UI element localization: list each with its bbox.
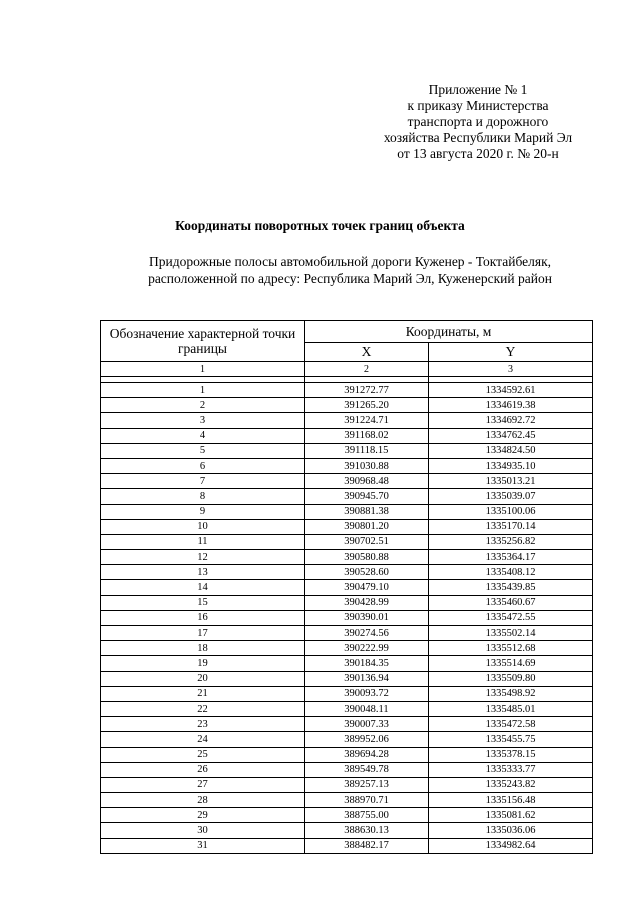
table-row xyxy=(101,808,593,823)
table-row xyxy=(101,838,593,853)
table-row xyxy=(101,793,593,808)
y-coordinate: 1335408.12 xyxy=(429,565,593,580)
x-coordinate: 388482.17 xyxy=(305,838,429,853)
header-y: Y xyxy=(429,343,593,362)
table-row xyxy=(101,686,593,701)
point-number: 27 xyxy=(101,777,305,792)
x-coordinate: 391265.20 xyxy=(305,398,429,413)
y-coordinate: 1335156.48 xyxy=(429,793,593,808)
point-number: 25 xyxy=(101,747,305,762)
y-coordinate: 1335514.69 xyxy=(429,656,593,671)
document-subtitle xyxy=(0,253,640,287)
point-number: 8 xyxy=(101,489,305,504)
table-row xyxy=(101,701,593,716)
y-coordinate: 1335512.68 xyxy=(429,641,593,656)
table-row xyxy=(101,671,593,686)
x-coordinate: 390136.94 xyxy=(305,671,429,686)
table-row xyxy=(101,428,593,443)
col-number: 1 xyxy=(101,362,305,377)
x-coordinate: 391030.88 xyxy=(305,458,429,473)
point-number: 29 xyxy=(101,808,305,823)
point-number: 26 xyxy=(101,762,305,777)
point-number: 30 xyxy=(101,823,305,838)
point-number: 3 xyxy=(101,413,305,428)
table-row xyxy=(101,489,593,504)
y-coordinate: 1335364.17 xyxy=(429,550,593,565)
point-number: 31 xyxy=(101,838,305,853)
y-coordinate: 1335256.82 xyxy=(429,534,593,549)
appendix-line: от 13 августа 2020 г. № 20-н xyxy=(397,146,559,161)
y-coordinate: 1334935.10 xyxy=(429,458,593,473)
x-coordinate: 388755.00 xyxy=(305,808,429,823)
x-coordinate: 390479.10 xyxy=(305,580,429,595)
x-coordinate: 391272.77 xyxy=(305,383,429,398)
table-row xyxy=(101,413,593,428)
point-number: 11 xyxy=(101,534,305,549)
x-coordinate: 388630.13 xyxy=(305,823,429,838)
point-number: 21 xyxy=(101,686,305,701)
x-coordinate: 389694.28 xyxy=(305,747,429,762)
point-number: 10 xyxy=(101,519,305,534)
table-row xyxy=(101,610,593,625)
x-coordinate: 390093.72 xyxy=(305,686,429,701)
x-coordinate: 390801.20 xyxy=(305,519,429,534)
point-number: 20 xyxy=(101,671,305,686)
table-row xyxy=(101,458,593,473)
y-coordinate: 1335100.06 xyxy=(429,504,593,519)
appendix-line: Приложение № 1 xyxy=(428,82,528,97)
y-coordinate: 1335472.55 xyxy=(429,610,593,625)
table-row xyxy=(101,504,593,519)
table-row xyxy=(101,656,593,671)
point-number: 1 xyxy=(101,383,305,398)
column-number-row xyxy=(101,362,593,377)
y-coordinate: 1335455.75 xyxy=(429,732,593,747)
point-number: 19 xyxy=(101,656,305,671)
table-row xyxy=(101,626,593,641)
point-number: 16 xyxy=(101,610,305,625)
x-coordinate: 390390.01 xyxy=(305,610,429,625)
y-coordinate: 1334592.61 xyxy=(429,383,593,398)
x-coordinate: 391168.02 xyxy=(305,428,429,443)
appendix-line: транспорта и дорожного xyxy=(407,114,549,129)
x-coordinate: 390428.99 xyxy=(305,595,429,610)
x-coordinate: 390945.70 xyxy=(305,489,429,504)
point-number: 12 xyxy=(101,550,305,565)
header-point: Обозначение характерной точки границы xyxy=(101,321,305,362)
table-header-row xyxy=(101,321,593,343)
x-coordinate: 391224.71 xyxy=(305,413,429,428)
y-coordinate: 1335036.06 xyxy=(429,823,593,838)
point-number: 5 xyxy=(101,443,305,458)
point-number: 23 xyxy=(101,717,305,732)
y-coordinate: 1335170.14 xyxy=(429,519,593,534)
y-coordinate: 1335039.07 xyxy=(429,489,593,504)
x-coordinate: 390702.51 xyxy=(305,534,429,549)
point-number: 17 xyxy=(101,626,305,641)
point-number: 28 xyxy=(101,793,305,808)
header-x: X xyxy=(305,343,429,362)
point-number: 7 xyxy=(101,474,305,489)
header-coords: Координаты, м xyxy=(305,321,593,343)
y-coordinate: 1335498.92 xyxy=(429,686,593,701)
coordinates-table xyxy=(100,320,593,854)
y-coordinate: 1335378.15 xyxy=(429,747,593,762)
y-coordinate: 1335460.67 xyxy=(429,595,593,610)
point-number: 22 xyxy=(101,701,305,716)
y-coordinate: 1335509.80 xyxy=(429,671,593,686)
y-coordinate: 1335333.77 xyxy=(429,762,593,777)
table-row xyxy=(101,398,593,413)
y-coordinate: 1335439.85 xyxy=(429,580,593,595)
subtitle-line-2: расположенной по адресу: Республика Марий Эл, Куженерский район xyxy=(148,271,552,286)
table-row xyxy=(101,717,593,732)
point-number: 15 xyxy=(101,595,305,610)
table-row xyxy=(101,519,593,534)
y-coordinate: 1334824.50 xyxy=(429,443,593,458)
table-row xyxy=(101,762,593,777)
point-number: 6 xyxy=(101,458,305,473)
point-number: 13 xyxy=(101,565,305,580)
point-number: 2 xyxy=(101,398,305,413)
table-row xyxy=(101,777,593,792)
appendix-line: к приказу Министерства xyxy=(407,98,549,113)
col-number: 2 xyxy=(305,362,429,377)
point-number: 4 xyxy=(101,428,305,443)
x-coordinate: 390274.56 xyxy=(305,626,429,641)
table-row xyxy=(101,443,593,458)
table-row xyxy=(101,580,593,595)
y-coordinate: 1334762.45 xyxy=(429,428,593,443)
subtitle-line-1: Придорожные полосы автомобильной дороги Куженер - Токтайбеляк, xyxy=(148,254,552,269)
table-row xyxy=(101,823,593,838)
appendix-header xyxy=(330,82,626,162)
x-coordinate: 389549.78 xyxy=(305,762,429,777)
y-coordinate: 1335013.21 xyxy=(429,474,593,489)
x-coordinate: 390881.38 xyxy=(305,504,429,519)
x-coordinate: 389257.13 xyxy=(305,777,429,792)
y-coordinate: 1334692.72 xyxy=(429,413,593,428)
x-coordinate: 390528.60 xyxy=(305,565,429,580)
table-row xyxy=(101,550,593,565)
x-coordinate: 390048.11 xyxy=(305,701,429,716)
table-row xyxy=(101,595,593,610)
y-coordinate: 1335485.01 xyxy=(429,701,593,716)
point-number: 24 xyxy=(101,732,305,747)
table-row xyxy=(101,732,593,747)
point-number: 9 xyxy=(101,504,305,519)
document-title: Координаты поворотных точек границ объекта xyxy=(175,218,465,233)
x-coordinate: 390968.48 xyxy=(305,474,429,489)
point-number: 18 xyxy=(101,641,305,656)
x-coordinate: 390007.33 xyxy=(305,717,429,732)
y-coordinate: 1335243.82 xyxy=(429,777,593,792)
x-coordinate: 391118.15 xyxy=(305,443,429,458)
x-coordinate: 390580.88 xyxy=(305,550,429,565)
table-row xyxy=(101,383,593,398)
y-coordinate: 1334619.38 xyxy=(429,398,593,413)
y-coordinate: 1335472.58 xyxy=(429,717,593,732)
y-coordinate: 1335081.62 xyxy=(429,808,593,823)
appendix-line: хозяйства Республики Марий Эл xyxy=(383,130,573,145)
y-coordinate: 1334982.64 xyxy=(429,838,593,853)
table-row xyxy=(101,747,593,762)
x-coordinate: 388970.71 xyxy=(305,793,429,808)
table-row xyxy=(101,534,593,549)
y-coordinate: 1335502.14 xyxy=(429,626,593,641)
table-row xyxy=(101,565,593,580)
col-number: 3 xyxy=(429,362,593,377)
x-coordinate: 389952.06 xyxy=(305,732,429,747)
table-row xyxy=(101,641,593,656)
x-coordinate: 390184.35 xyxy=(305,656,429,671)
point-number: 14 xyxy=(101,580,305,595)
x-coordinate: 390222.99 xyxy=(305,641,429,656)
table-row xyxy=(101,474,593,489)
